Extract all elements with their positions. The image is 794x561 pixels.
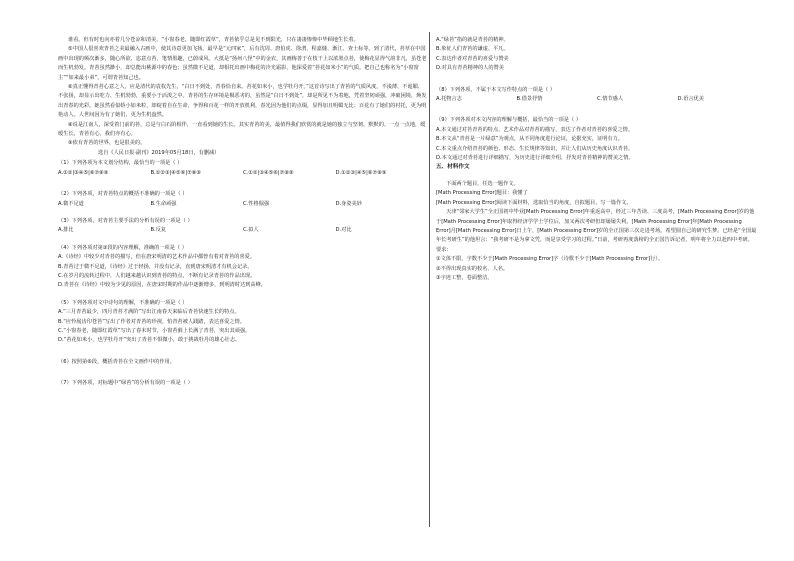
requirement-item: ①文体不限，字数不少于[Math Processing Error]字（诗歌不少于[Math Processing Error]行）。 (436, 256, 664, 263)
question-stem: （2）下列各项，对青苔特点的概括不准确的一项是（ ） (58, 191, 188, 198)
left-column (58, 36, 428, 389)
option: A.微不足道 (58, 200, 84, 207)
requirements-title: 要求： (436, 246, 452, 253)
question-stem: （1）下列各项为本文划分结构，最恰当的一项是（ ） (58, 160, 183, 167)
option: A.排比 (58, 227, 74, 234)
options-row (58, 200, 428, 209)
option: B.象征人们青苔的谦虚、平凡。 (436, 46, 509, 53)
option: C.①②|③④⑤⑥|⑦⑧⑨ (243, 169, 294, 176)
option: D.语言优美 (677, 96, 704, 103)
options-row (58, 226, 428, 235)
option: A.①②|③④⑤|⑥⑦⑧⑨ (58, 169, 109, 176)
option: C.拟人 (243, 227, 259, 234)
option: B.反复 (150, 227, 167, 234)
option: B.青苔过于微不足道，《诗经》过于轻扬，并没有记录，直到唐宋明清才有机会记录。 (58, 263, 253, 270)
option: A.托物言志 (436, 96, 462, 103)
option: C.性格倔强 (243, 200, 270, 207)
requirement-item: ③字迹工整，卷面整洁。 (436, 274, 493, 281)
option: C.情节感人 (597, 96, 624, 103)
passage-paragraph: ⑧说是江南人，深受着门前的苔，总是与白石阶相伴，一直看到她的生长。其实青苔的美，最值得我们欣赏的就是她的独立与坚韧，默默的、一点一点地，缓缓生长，青苔有心，我们亦有心。 (58, 121, 426, 138)
option: D.本文通过对青苔进行详细描写，为历史进行详细介绍，抒发对青苔精神的赞美之情。 (436, 155, 634, 162)
passage-paragraph: ⑤中国人很喜欢青苔之美最融入古画中，使其诗意更加飞扬。最早是“元四家”，后有沈周、唐伯虎、徐渭、程嘉燧、渐江、查士标等。到了清代，苔草在中国画中出现的频次渐多，随心所欲、恣意点苔，笔情墨趣，已蔚成风。大抵是“扬州八怪”中的金农，其画梅善于在枝干上以浓墨点苔，使梅花显得气韵非凡，虽苍老而生机勃发。青苔虽然渺小，却总能出桃源中的春色；虽然微不足道，却相托出画中梅花的冷光霜影，他深爱着“苔花如米小”的气质，把自己也称名为“小窗窗主”“如来最小弟”，可谓青苔知己也。 (58, 46, 427, 81)
option: C.在岁月的流转过程中，人们越来越认识到青苔的特点，不断有记录青苔的作品出现。 (58, 272, 256, 279)
section-title: 五、材料作文 (436, 164, 470, 171)
option: B.借景抒情 (516, 96, 543, 103)
option: A.本文通过对苔青苔的特点、艺术作品对青苔的描写，表达了作者对青苔的喜爱之情。 (436, 126, 634, 133)
option: A.“三月青苔最少，四月青苔才满阶”写出江南春天来临后青苔快速生长的特点。 (58, 309, 240, 316)
passage-source: 选自《人民日报·副刊》2019年05月18日，有删减） (98, 149, 220, 156)
question-stem: （3）下列各项，对青苔主要手法的分析有误的一项是（ ） (58, 217, 193, 224)
passage-paragraph: ⑨依有青苔的世界，也是很美的。 (68, 140, 146, 147)
requirement-item: ②不得出现真实的校名、人名。 (436, 265, 509, 272)
option: C.本文重点介绍青苔的颜色、形态、生长规律等知识，并让人们从历史角度认识青苔。 (436, 145, 634, 152)
essay-topic: [Math Processing Error]阅读下面材料，选取恰当的角度，自拟题目，写一篇作文。 (436, 199, 632, 206)
passage-paragraph: 谁看。但有时也向亦着几分苍凉和清美，“小窗春老，随即红霞草”，青苔依乎总是见不到阳光，只在凄凄惨惨中毕顾地生长着。 (68, 37, 359, 43)
option: D.“苔花如米小，也学牡丹开”突出了青苔不惧微小，敢于挑战牡丹的雄心壮志。 (58, 337, 241, 344)
right-column (436, 36, 758, 283)
option: B.①②③|④⑤⑥|⑦⑧⑨ (150, 169, 202, 176)
option: D.①②③|④⑤|⑥⑦⑧⑨ (335, 169, 387, 176)
essay-topic: [Math Processing Error]题目：我懂了 (436, 190, 528, 197)
option: C.表达作者对青苔的喜爱与赞美 (436, 55, 509, 62)
question-stem: （5）下列各项对文中诗句的理解，不准确的一项是（ ） (58, 299, 188, 306)
question-stem: （7）下列各项，对标题中“绿苔”的分析有误的一项是（ ） (58, 380, 193, 387)
column-divider (429, 32, 430, 527)
options-row (436, 95, 758, 104)
option: D.身姿美妙 (335, 200, 362, 207)
option: B.生命顽强 (150, 200, 177, 207)
option: D.对具有青苔精神的人的赞美 (436, 65, 504, 72)
question-stem: （8）下列各项，不属于本文写作特点的一项是（ ） (436, 86, 556, 93)
question-stem: （4）下列各项对第③段的内容理解，准确的一项是（ ） (58, 244, 187, 251)
option: C.“小窗春老，随即红霞草”写出了春末时节，小窗苔藓上长满了青苔，突出其顽强。 (58, 327, 251, 334)
option: A.“绿苔”指的就是青苔的精神。 (436, 37, 509, 43)
passage-paragraph: ⑥真正懂得青苔心意之人，应是清代的袁枚先生，“白日不到处，青春恰自来。苔花如米小，也学牡丹开。”这首诗写出了青苔的气质风度，不浅薄、不诡媚、不张扬，却显示出吃力、生机勃勃，重要小于活泼之中。青苔的生存环境是极恶劣的，虽然是“白日不到处”，却是所见不为着地，凭着坚韧顽强，冲破困境，焕发出青春的光彩。她虽然看似娇小如米粒，却绽着自在生命，争得和百花一样的开放机利，春光因为他们的点缀，显得加且明媚无比；百花有了她们的衬托，更为明艳动人。人世间因为有了她们，更为生机盎然。 (58, 84, 427, 119)
essay-material: 天津“邻家大学生”全正国初中毕业[Math Processing Error]年重返高中，经过三年苦读、三度高考，[Math Processing Error]岁的他于[Math Processing Error]年取得经济学学士学位后，加又两次考研但却屡屡失利。[Math Processing Error]年[Math Processing Error]月[Math Processing Error]日上午，[Math Processing Error]岁的全正国第三次走进考场。希望圆自己的研究生梦。已经是“全国最年长考研生”的他坦言：“我考研不是为拿文凭，而是享受学习的过程。”日前，考研再度落榜的全正国告诉记者，明年将全力以赴四中考研。 (436, 209, 757, 244)
option: B.“应怜屐齿印苍苔”写出了作者对青苔的珍视，怕青苔被人践踏，表达喜爱之情。 (58, 318, 245, 325)
question-stem: （9）下列各项对本文内容的理解与概括，最恰当的一项是（ ） (436, 117, 582, 124)
essay-prompt: 下面两个题目，任选一题作文。 (446, 180, 519, 187)
option: B.本文从“青苔是一片绿意”为观点，从不同角度进行论证，论据充实，证明有力。 (436, 136, 623, 143)
option: A.《诗经》中较少对青苔的描写，但在唐宋明清的艺术作品中都曾有着对青苔的喜爱。 (58, 254, 256, 261)
option: D.青苔在《诗经》中较为少见的原因，在唐宋时期的作品中逐渐增多，到明清时达到高峰。 (58, 282, 266, 289)
options-row (58, 169, 428, 178)
question-stem: （6）按照第⑥段，概括青苔在全文画作中的作用。 (58, 358, 175, 365)
option: D.对比 (335, 227, 352, 234)
